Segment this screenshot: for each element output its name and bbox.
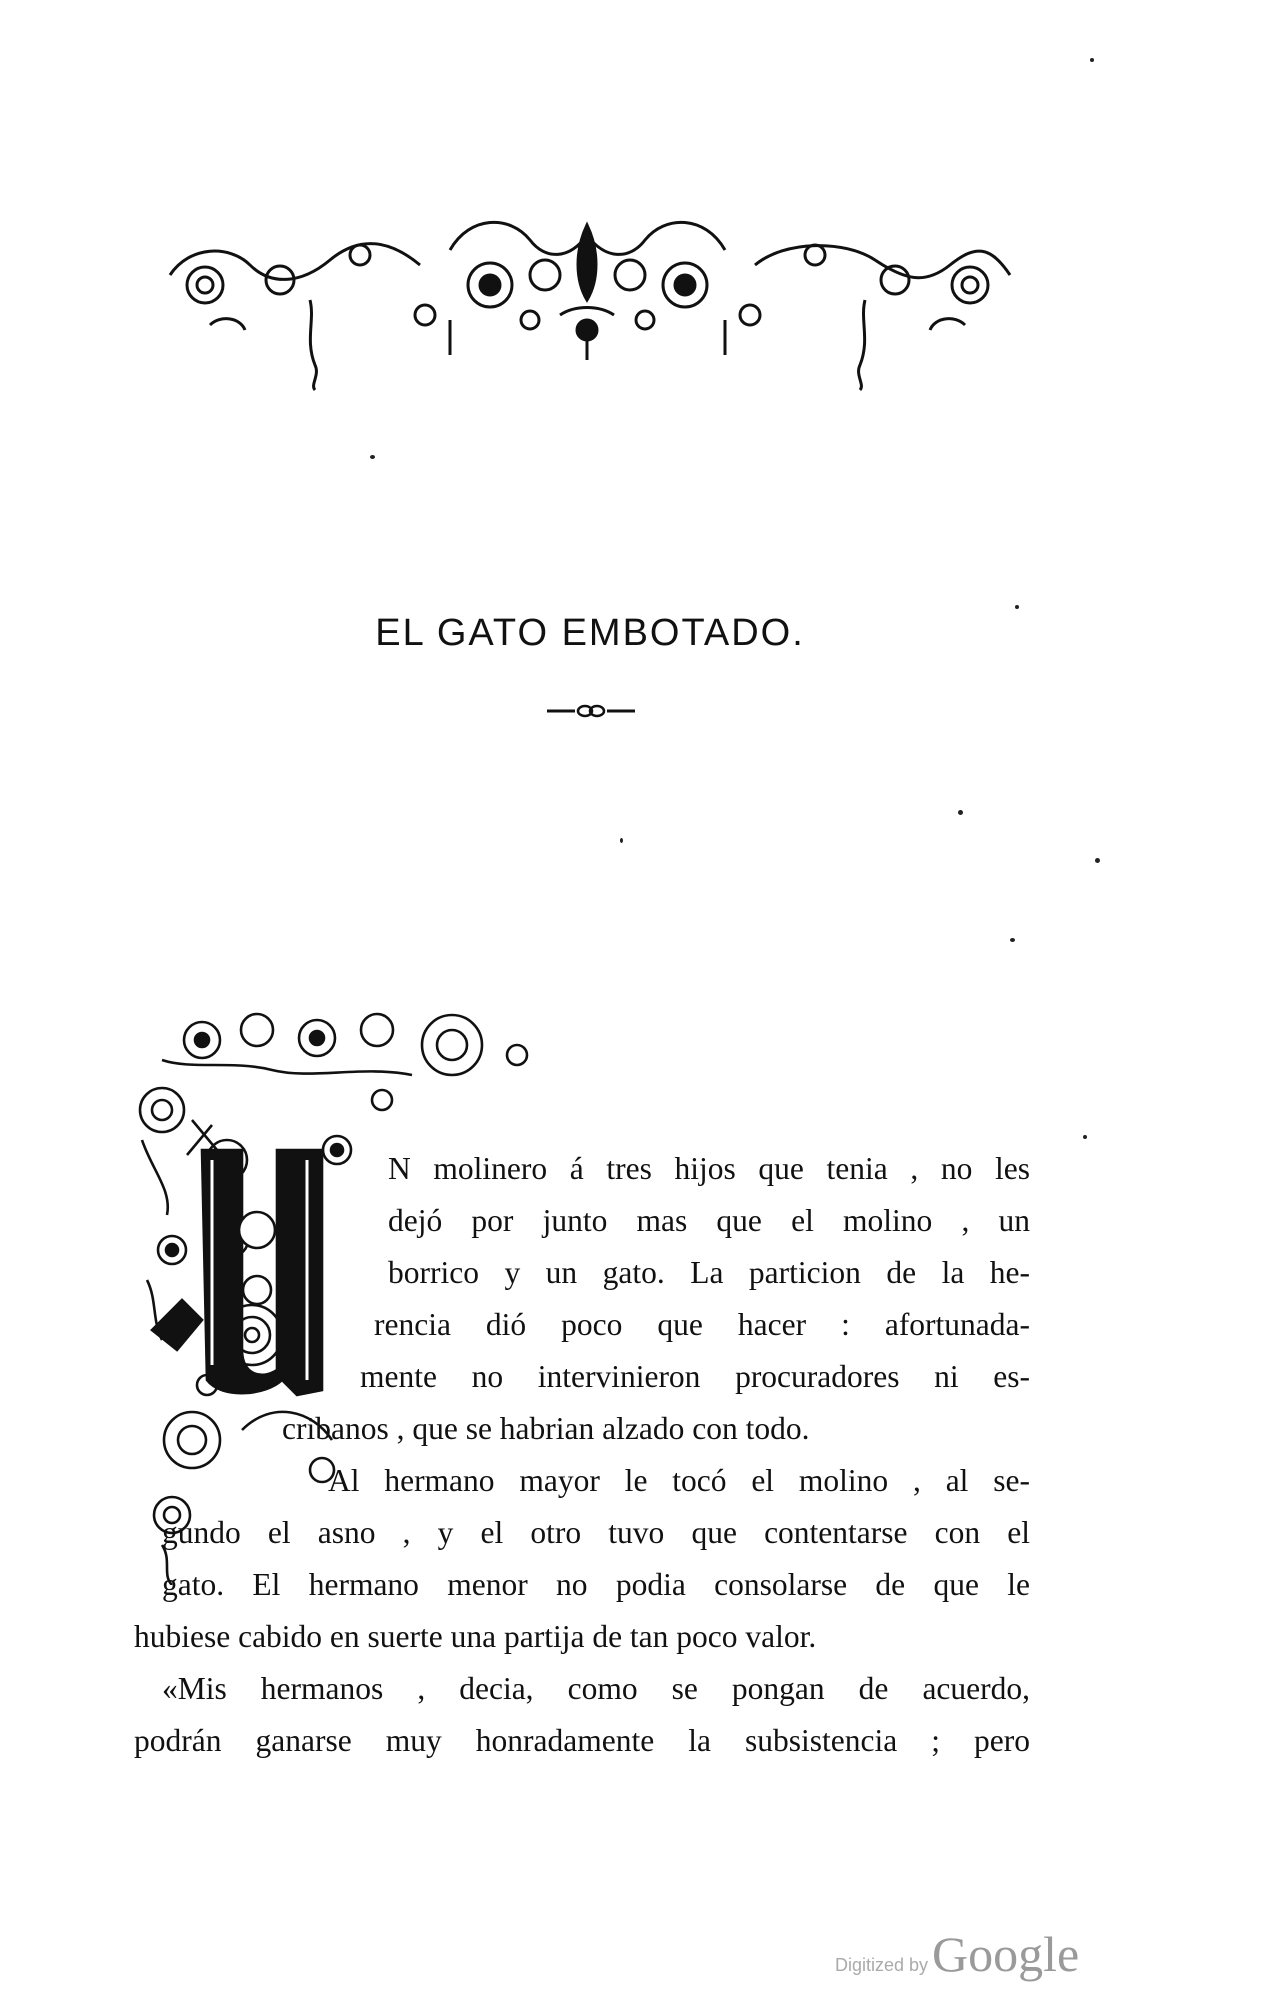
digitized-watermark bbox=[835, 1925, 1079, 1983]
scan-speck bbox=[1015, 605, 1019, 609]
body-line-10: hubiese cabido en suerte una partija de tan poco valor. bbox=[134, 1619, 817, 1654]
headpiece-ornament-icon bbox=[150, 205, 1025, 395]
body-line-5: mente no intervinieron procuradores ni es- bbox=[360, 1359, 1030, 1394]
scan-speck bbox=[958, 810, 963, 815]
scan-speck bbox=[370, 455, 375, 459]
body-line-6: cribanos , que se habrian alzado con todo. bbox=[282, 1411, 810, 1446]
chapter-title: EL GATO EMBOTADO. bbox=[375, 612, 805, 654]
body-line-2: dejó por junto mas que el molino , un bbox=[388, 1203, 1030, 1238]
body-line-3: borrico y un gato. La particion de la he- bbox=[388, 1255, 1030, 1290]
scan-speck bbox=[1095, 858, 1100, 863]
scan-speck bbox=[1083, 1135, 1087, 1139]
body-line-8: gundo el asno , y el otro tuvo que contentarse con el bbox=[162, 1515, 1030, 1550]
scan-speck bbox=[620, 838, 623, 843]
watermark-prefix: Digitized by bbox=[835, 1955, 929, 1975]
scan-speck bbox=[1010, 938, 1015, 942]
body-line-12: podrán ganarse muy honradamente la subsistencia ; pero bbox=[134, 1723, 1030, 1758]
body-line-4: rencia dió poco que hacer : afortunada- bbox=[374, 1307, 1030, 1342]
body-line-9: gato. El hermano menor no podia consolarse de que le bbox=[162, 1567, 1030, 1602]
watermark-brand: Google bbox=[932, 1926, 1080, 1982]
body-line-1: N molinero á tres hijos que tenia , no les bbox=[388, 1151, 1030, 1186]
title-flourish-icon bbox=[545, 702, 637, 720]
body-line-11: «Mis hermanos , decia, como se pongan de acuerdo, bbox=[162, 1671, 1030, 1706]
scan-speck bbox=[1090, 58, 1094, 62]
body-line-7: Al hermano mayor le tocó el molino , al se- bbox=[328, 1463, 1030, 1498]
